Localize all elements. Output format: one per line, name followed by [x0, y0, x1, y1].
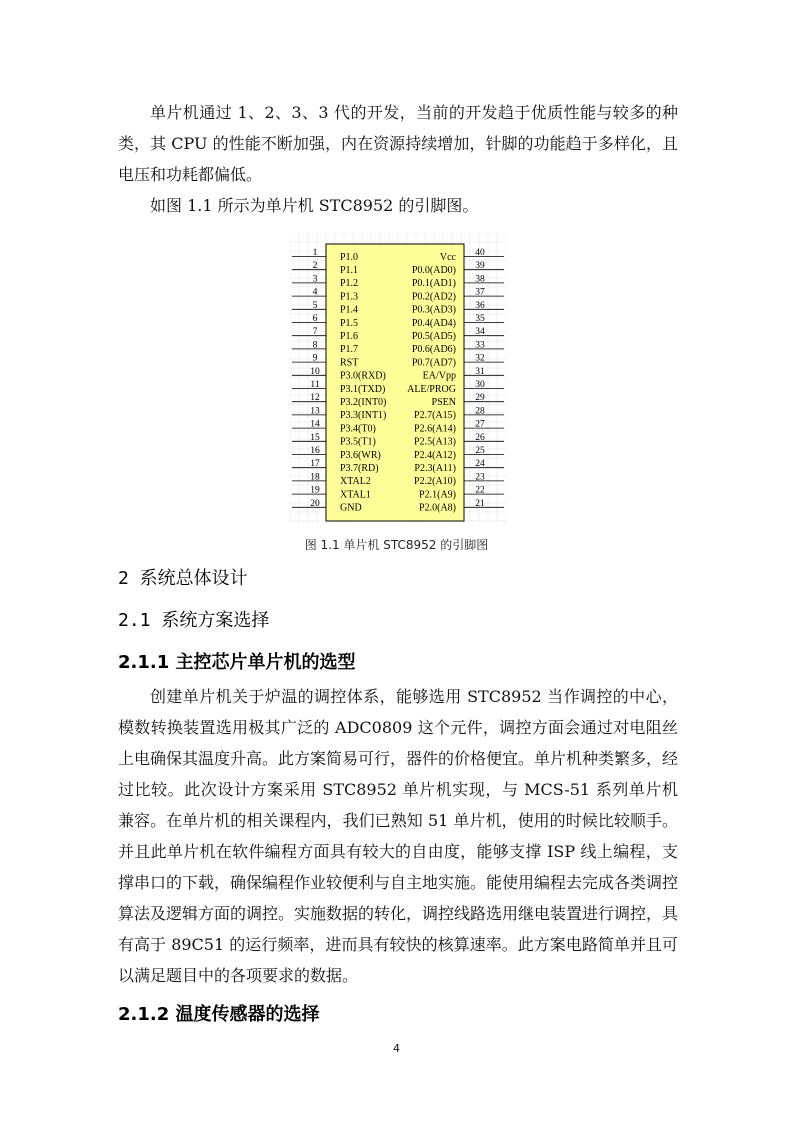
pin-label: P3.1(TXD) [340, 383, 386, 395]
pin-label: Vcc [439, 251, 456, 263]
pin-number: 36 [475, 300, 485, 311]
page-number: 4 [393, 1042, 400, 1055]
pin-number: 9 [312, 353, 318, 364]
pin-label: P3.0(RXD) [340, 370, 386, 382]
pin-number: 35 [475, 314, 485, 324]
pin-label: P3.6(WR) [340, 449, 381, 461]
pin-label: ALE/PROG [407, 383, 456, 395]
pin-number: 5 [312, 300, 318, 311]
pin-label: P0.7(AD7) [411, 357, 456, 369]
pin-label: PSEN [431, 397, 456, 408]
pin-number: 33 [475, 340, 485, 351]
pin-number: 14 [310, 419, 320, 430]
pin-label: GND [340, 502, 362, 514]
pin-label: P2.4(A12) [414, 449, 456, 461]
section-heading-2: 2 系统总体设计 [118, 568, 248, 589]
pin-label: P2.7(A15) [414, 410, 456, 422]
pin-label: P1.1 [340, 265, 359, 276]
pin-label: P1.0 [340, 251, 359, 263]
pin-label: P1.4 [340, 304, 359, 316]
pin-number: 29 [475, 393, 485, 404]
pin-label: P0.0(AD0) [411, 265, 456, 276]
pin-number: 24 [475, 459, 485, 470]
pin-number: 21 [475, 498, 485, 509]
pin-number: 10 [310, 366, 320, 377]
pin-label: P1.3 [340, 291, 359, 303]
pin-label: P3.7(RD) [340, 463, 379, 474]
pin-label: P2.2(A10) [414, 476, 456, 488]
pin-label: P3.4(T0) [340, 423, 376, 435]
pin-number: 23 [475, 472, 485, 483]
pin-number: 13 [310, 406, 320, 417]
pin-number: 8 [312, 340, 318, 351]
pin-number: 26 [475, 432, 485, 443]
pin-number: 1 [312, 248, 318, 258]
pin-label: XTAL1 [340, 489, 371, 501]
pin-number: 2 [312, 261, 318, 272]
pin-label: P2.3(A11) [414, 463, 456, 474]
pin-label: P0.1(AD1) [411, 278, 456, 290]
pin-label: P2.1(A9) [419, 489, 456, 501]
pin-number: 34 [475, 327, 485, 338]
pin-label: P0.4(AD4) [411, 317, 456, 329]
pin-number: 27 [475, 419, 485, 430]
section-heading-2-1: 2.1 系统方案选择 [118, 610, 270, 631]
pin-label: P2.5(A13) [414, 436, 456, 448]
pin-label: P0.6(AD6) [411, 344, 456, 356]
pin-number: 3 [312, 274, 318, 285]
pin-number: 28 [475, 406, 485, 417]
pin-number: 22 [475, 485, 485, 496]
mcu-selection-paragraph: 创建单片机关于炉温的调控体系，能够选用 STC8952 当作调控的中心，模数转换装置选用极其广泛的 ADC0809 这个元件，调控方面会通过对电阻丝上电确保其温度升高。此方案简易可行，器件的价格便宜。单片机种类繁多，经过比较。此次设计方案采用 STC8952 单片机实现，与 MCS-51 系列单片机兼容。在单片机的相关课程内，我们已熟知 51 单片机，使用的时候比较顺手。并且此单片机在软件编程方面具有较大的自由度，能够支撑 ISP 线上编程，支撑串口的下载，确保编程作业较便利与自主地实施。能使用编程去完成各类调控算法及逻辑方面的调控。实施数据的转化，调控线路选用继电装置进行调控，具有高于 89C51 的运行频率，进而具有较快的核算速率。此方案电路简单并且可以满足题目中的各项要求的数据。 [118, 687, 679, 985]
pin-number: 15 [310, 432, 320, 443]
pin-number: 39 [475, 261, 485, 272]
pin-number: 16 [310, 446, 320, 456]
pin-label: P2.6(A14) [414, 423, 456, 435]
pin-number: 20 [310, 498, 320, 509]
section-heading-2-1-1: 2.1.1 主控芯片单片机的选型 [118, 652, 356, 673]
pin-label: P1.7 [340, 344, 359, 356]
pin-number: 32 [475, 353, 485, 364]
figure-reference-paragraph: 如图 1.1 所示为单片机 STC8952 的引脚图。 [150, 196, 479, 215]
chip-pinout-diagram [290, 233, 506, 523]
pin-number: 30 [475, 380, 485, 390]
pin-label: P3.3(INT1) [340, 410, 387, 422]
pin-label: EA/Vpp [422, 370, 456, 382]
pin-label: P0.2(AD2) [411, 291, 456, 303]
pin-number: 11 [310, 380, 320, 390]
pin-number: 38 [475, 274, 485, 285]
pin-number: 17 [310, 459, 320, 470]
pin-label: P1.5 [340, 317, 359, 329]
pin-number: 18 [310, 472, 320, 483]
pin-number: 25 [475, 446, 485, 456]
pin-label: P2.0(A8) [419, 502, 456, 514]
pin-label: XTAL2 [340, 476, 371, 488]
pin-number: 19 [310, 485, 320, 496]
figure-caption: 图 1.1 单片机 STC8952 的引脚图 [304, 538, 489, 552]
intro-paragraph: 单片机通过 1、2、3、3 代的开发，当前的开发趋于优质性能与较多的种类，其 CPU 的性能不断加强，内在资源持续增加，针脚的功能趋于多样化，且电压和功耗都偏低。 [118, 103, 678, 184]
pin-label: P3.5(T1) [340, 436, 376, 448]
pin-number: 6 [312, 314, 318, 324]
pin-label: P1.6 [340, 331, 359, 342]
pin-number: 12 [310, 393, 320, 404]
pin-number: 37 [475, 287, 485, 298]
pin-label: P0.3(AD3) [411, 304, 456, 316]
pin-label: P1.2 [340, 278, 359, 290]
pin-label: P0.5(AD5) [411, 331, 456, 342]
pin-number: 4 [312, 287, 318, 298]
section-heading-2-1-2: 2.1.2 温度传感器的选择 [118, 1004, 320, 1025]
pin-number: 31 [475, 366, 485, 377]
pin-label: P3.2(INT0) [340, 397, 387, 408]
pin-number: 40 [475, 248, 485, 258]
pin-label: RST [340, 357, 359, 369]
pin-number: 7 [312, 327, 318, 338]
